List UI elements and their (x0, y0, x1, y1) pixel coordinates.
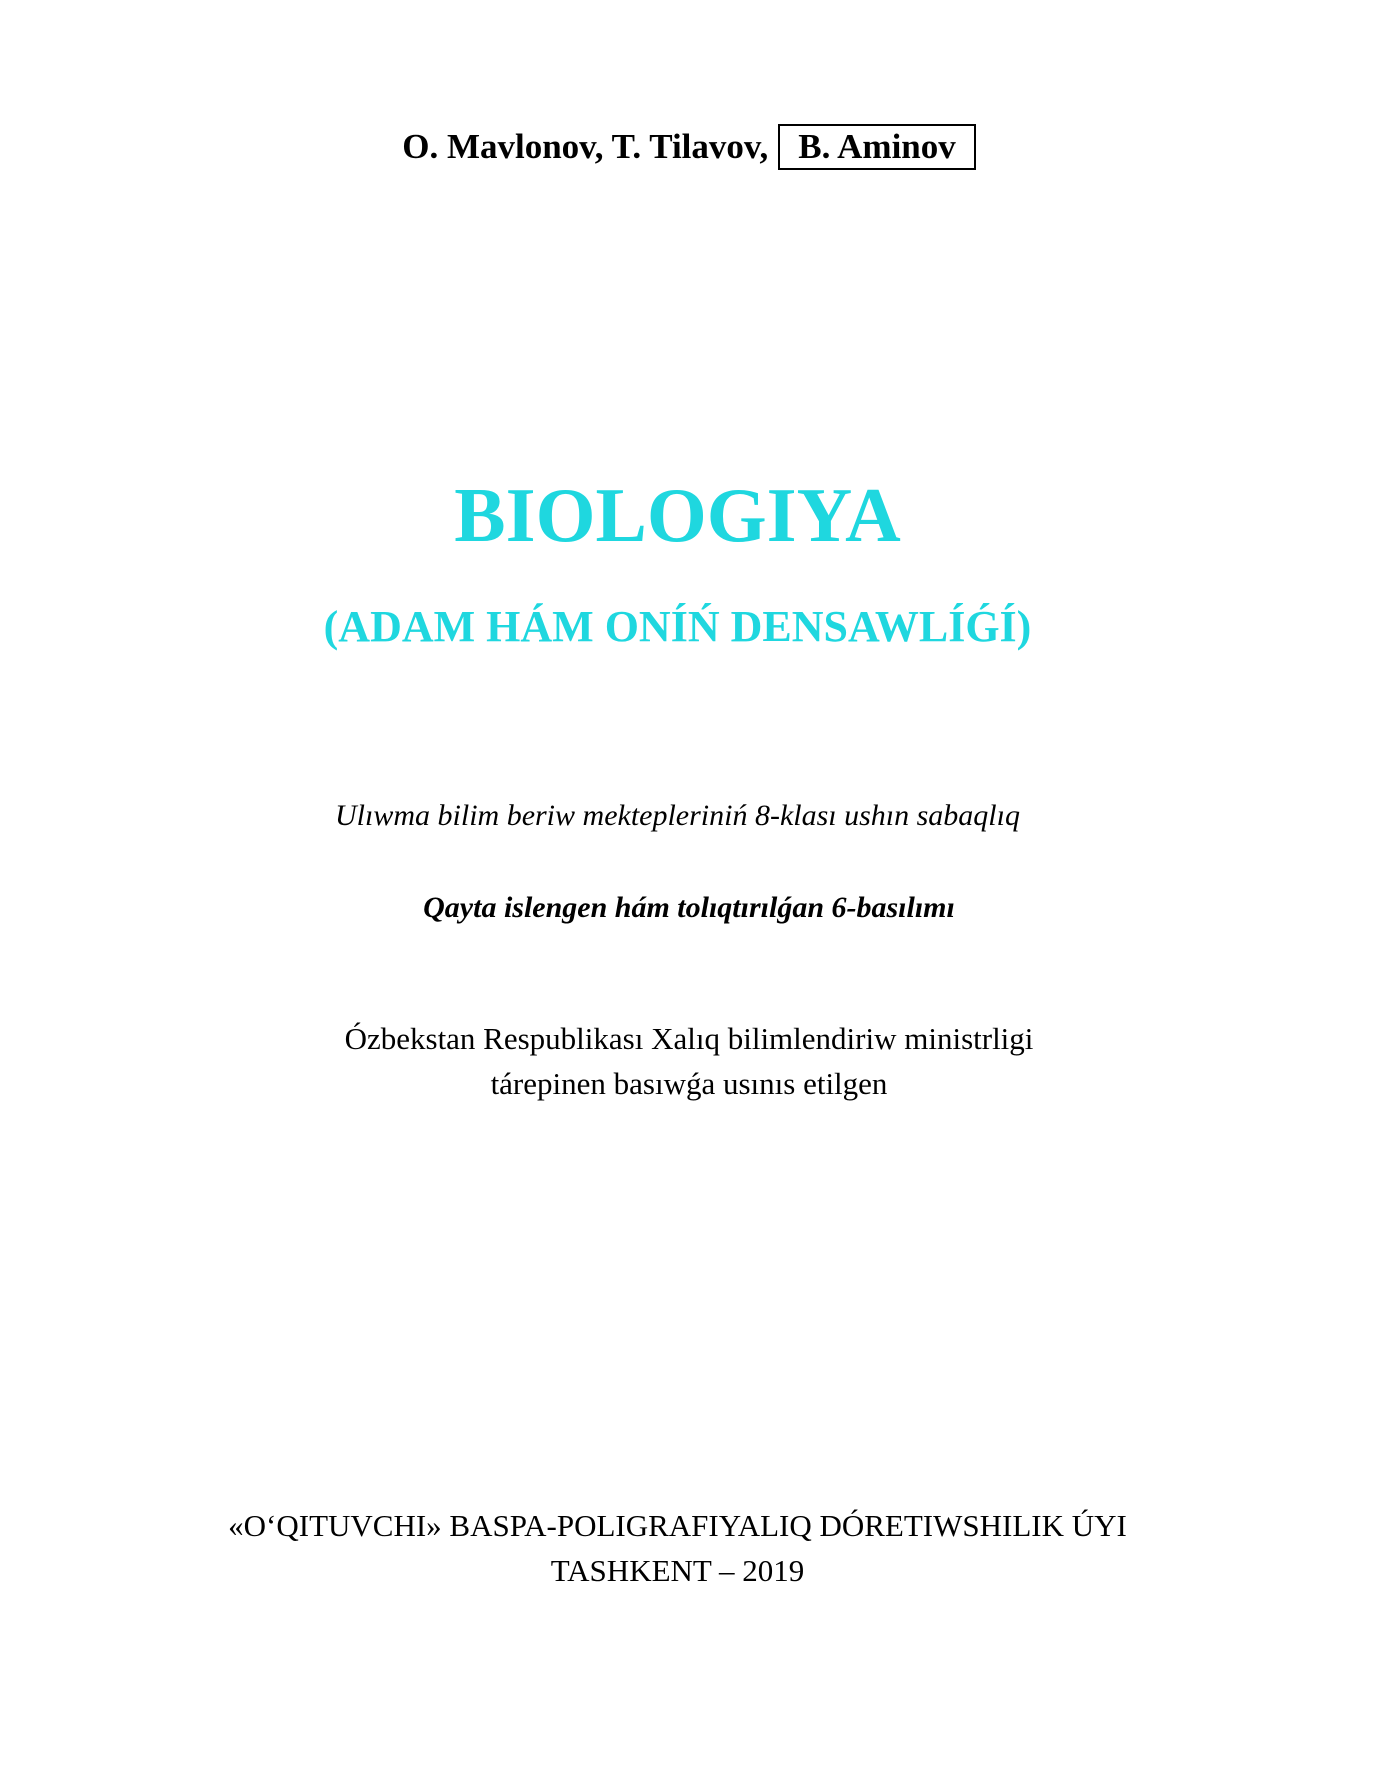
book-title: BIOLOGIYA (454, 472, 901, 558)
edition-note: Qayta islengen hám tolıqtırılǵan 6-basılımı (423, 891, 955, 924)
authors-line (0, 124, 1378, 170)
approval-line-1: Ózbekstan Respublikası Xalıq bilimlendiriw ministrligi (344, 1021, 1034, 1056)
publisher-city-year: TASHKENT – 2019 (550, 1553, 805, 1588)
authors-plain: O. Mavlonov, T. Tilavov, (402, 127, 769, 166)
audience-note: Ulıwma bilim beriw mektepleriniń 8-klası ushın sabaqlıq (335, 799, 1020, 832)
approval-line-2: tárepinen basıwǵa usınıs etilgen (490, 1066, 888, 1101)
publisher-block (0, 1503, 1355, 1593)
approval-note (0, 1016, 1378, 1106)
book-subtitle: (ADAM HÁM ONÍŃ DENSAWLÍǴÍ) (323, 602, 1032, 651)
author-boxed: B. Aminov (778, 124, 976, 170)
publisher-name: «O‘QITUVCHI» BASPA-POLIGRAFIYALIQ DÓRETIWSHILIK ÚYI (228, 1508, 1127, 1543)
